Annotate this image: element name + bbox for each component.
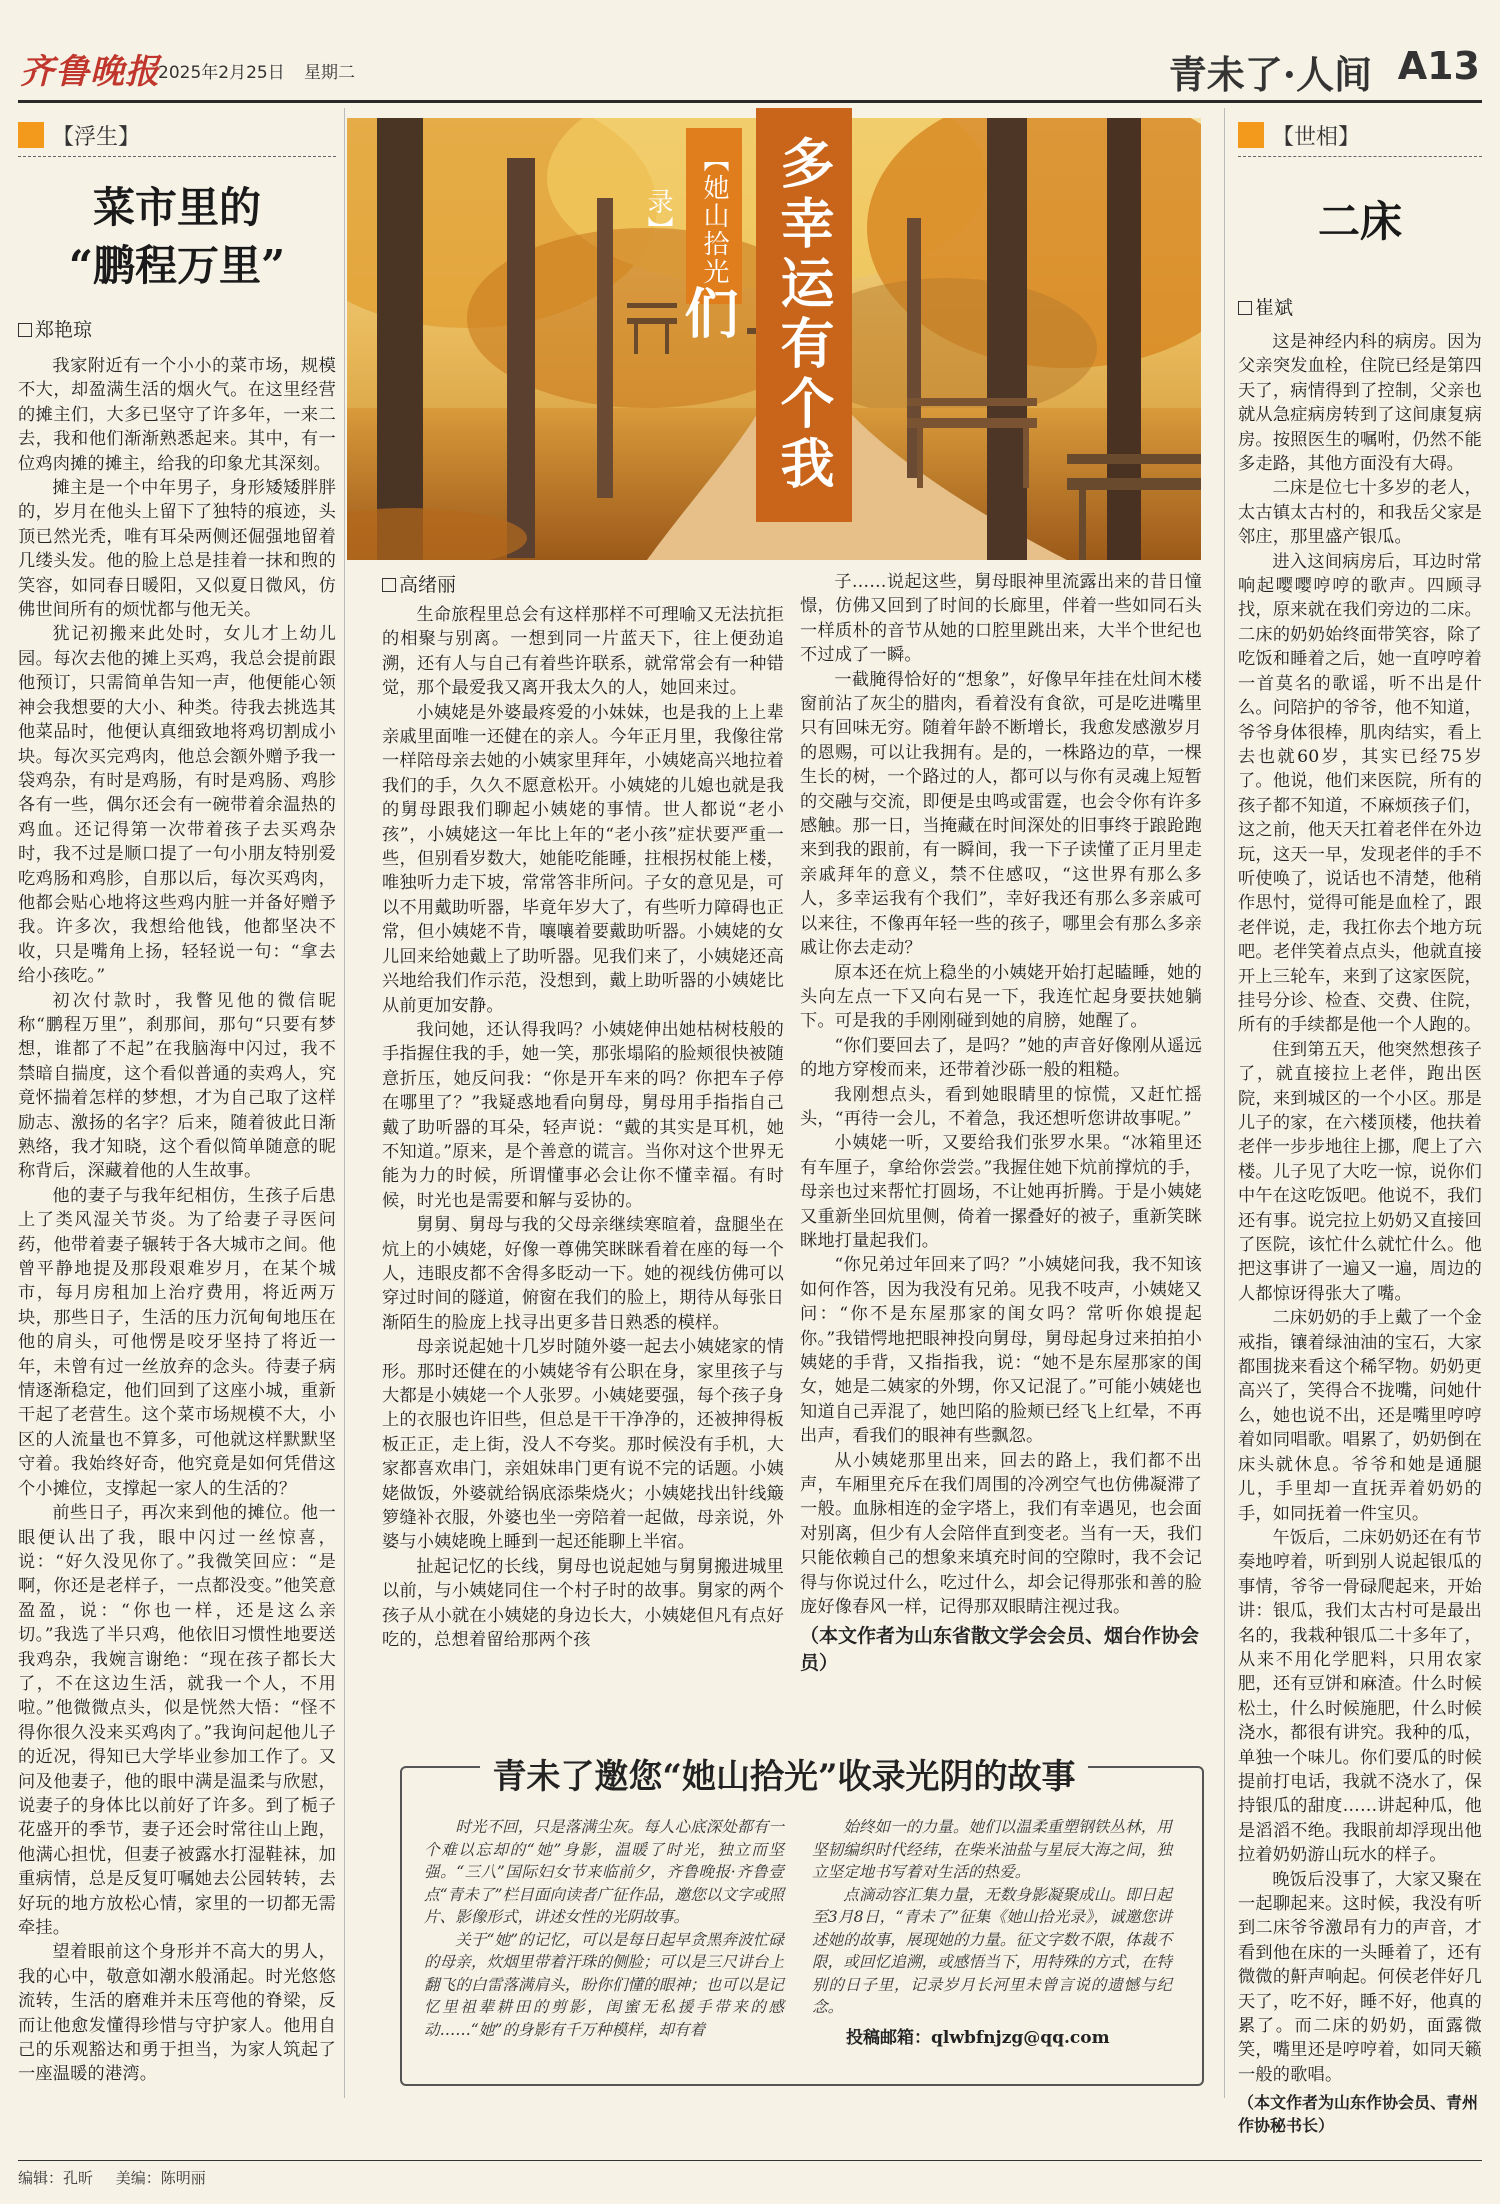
paragraph: 犹记初搬来此处时，女儿才上幼儿园。每次去他的摊上买鸡，我总会提前跟他预订，只需简单告知一声，他便能心领神会我想要的大小、种类。待我去挑选其他菜品时，他便认真细致地将鸡切割成小块。每次买完鸡肉，他总会额外赠予我一袋鸡杂，有时是鸡肠，有时是鸡肠、鸡胗各有一些，偶尔还会有一碗带着余温热的鸡血。还记得第一次带着孩子去买鸡杂时，我不过是顺口提了一句小朋友特别爱吃鸡肠和鸡胗，自那以后，每次买鸡肉，他都会贴心地将这些鸡内脏一并备好赠予我。许多次，我想给他钱，他都坚决不收，只是嘴角上扬，轻轻说一句：“拿去给小孩吃。”	[18, 624, 336, 987]
left-tag-label: 【浮生】	[52, 124, 141, 150]
column-divider	[1224, 108, 1225, 2098]
left-article-body	[18, 354, 336, 2087]
feature-body-col2	[800, 570, 1202, 1619]
left-column-tag	[18, 118, 336, 152]
right-column-tag	[1238, 118, 1482, 152]
editor-credit: 编辑：孔昕	[18, 2169, 94, 2187]
left-article-title	[18, 179, 336, 295]
newspaper-logo: 齐鲁晚报	[20, 52, 160, 92]
orange-square-icon	[1238, 122, 1264, 148]
paragraph: 初次付款时，我瞥见他的微信昵称“鹏程万里”，刹那间，那句“只要有梦想，谁都了不起”在我脑海中闪过，我不禁暗自揣度，这个看似普通的卖鸡人，究竟怀揣着怎样的梦想，才为自己取了这样励志、激扬的名字？后来，随着彼此日渐熟络，我才知晓，这个看似简单随意的昵称背后，深藏着他的人生故事。	[18, 990, 336, 1182]
feature-body-col1	[382, 603, 784, 1652]
left-byline	[18, 315, 336, 342]
box-icon	[18, 323, 32, 337]
feature-article-col2	[800, 570, 1202, 1677]
issue-date: 2025年2月25日	[158, 63, 285, 83]
page-number: A13	[1397, 44, 1480, 88]
paragraph: 摊主是一个中年男子，身形矮矮胖胖的，岁月在他头上留下了独特的痕迹，头顶已然光秃，唯有耳朵两侧还倔强地留着几缕头发。他的脸上总是挂着一抹和煦的笑容，如同春日暖阳，又似夏日微风，仿佛世间所有的烦忧都与他无关。	[18, 478, 336, 621]
divider	[18, 156, 336, 157]
paragraph: 母亲说起她十几岁时随外婆一起去小姨姥家的情形。那时还健在的小姨姥爷有公职在身，家里孩子与大都是小姨姥一个人张罗。小姨姥要强，每个孩子身上的衣服也许旧些，但总是干干净净的，还被抻得板板正正，走上街，没人不夸奖。那时候没有手机，大家都喜欢串门，亲姐妹串门更有说不完的话题。小姨姥做饭，外婆就给锅底添柴烧火；小姨姥找出针线簸箩缝补衣服，外婆也坐一旁陪着一起做，母亲说，外婆与小姨姥晚上睡到一起还能聊上半宿。	[382, 1337, 784, 1553]
right-tag-label: 【世相】	[1272, 124, 1361, 150]
left-article	[18, 118, 336, 2087]
paragraph: 午饭后，二床奶奶还在有节奏地哼着，听到别人说起银瓜的事情，爷爷一骨碌爬起来，开始讲：银瓜，我们太古村可是最出名的，我栽种银瓜二十多年了，从来不用化学肥料，只用农家肥，还有豆饼和麻渣。什么时候松土，什么时候施肥，什么时候浇水，都很有讲究。我种的瓜，单独一个味儿。你们要瓜的时候提前打电话，我就不浇水了，保持银瓜的甜度……讲起种瓜，他是滔滔不绝。我眼前却浮现出他拉着奶奶游山玩水的样子。	[1238, 1527, 1482, 1866]
feature-article-col1	[382, 570, 784, 1652]
invite-box	[400, 1766, 1204, 2086]
paragraph: 前些日子，再次来到他的摊位。他一眼便认出了我，眼中闪过一丝惊喜，说：“好久没见你了。”我微笑回应：“是啊，你还是老样子，一点都没变。”他笑意盈盈，说：“你也一样，还是这么亲切。”我选了半只鸡，他依旧习惯性地要送我鸡杂，我婉言谢绝：“现在孩子都长大了，不在这边生活，就我一个人，不用啦。”他微微点头，似是恍然大悟：“怪不得你很久没来买鸡肉了。”我询问起他儿子的近况，得知已大学毕业参加工作了。又问及他妻子，他的眼中满是温柔与欣慰，说妻子的身体比以前好了许多。到了栀子花盛开的季节，妻子还会时常往山上跑，他满心担忧，但妻子被露水打湿鞋袜，加重病情，总是反复叮嘱她去公园转转，去好玩的地方放松心情，家里的一切都无需牵挂。	[18, 1503, 336, 1938]
paragraph: 我家附近有一个小小的菜市场，规模不大，却盈满生活的烟火气。在这里经营的摊主们，大多已坚守了许多年，一来二去，我和他们渐渐熟悉起来。其中，有一位鸡肉摊的摊主，给我的印象尤其深刻。	[18, 356, 336, 474]
paragraph: 生命旅程里总会有这样那样不可理喻又无法抗拒的相聚与别离。一想到同一片蓝天下，往上便劲追溯，还有人与自己有着些许联系，就常常会有一种错觉，那个最爱我又离开我太久的人，她回来过。	[382, 605, 784, 699]
paragraph: 始终如一的力量。她们以温柔重塑钢铁丛林，用坚韧编织时代经纬，在柴米油盐与星辰大海之间，独立坚定地书写着对生活的热爱。	[812, 1818, 1172, 1881]
page-footer	[18, 2160, 1482, 2188]
issue-weekday: 星期二	[304, 63, 355, 83]
feature-author: 高绪丽	[399, 574, 457, 596]
paragraph: 住到第五天，他突然想孩子了，就直接拉上老伴，跑出医院，来到城区的一个小区。那是儿子的家，在六楼顶楼，他扶着老伴一步步地往上挪，爬上了六楼。儿子见了大吃一惊，说你们中午在这吃饭吧。他说不，我们还有事。说完拉上奶奶又直接回了医院，该忙什么就忙什么。他把这事讲了一遍又一遍，周边的人都惊讶得张大了嘴。	[1238, 1039, 1482, 1304]
right-article-body	[1238, 330, 1482, 2087]
divider	[1238, 156, 1482, 157]
feature-author-note: （本文作者为山东省散文学会会员、烟台作协会员）	[800, 1625, 1200, 1675]
right-byline	[1238, 293, 1482, 320]
feature-title: 多幸运有个我们	[756, 108, 852, 522]
right-article	[1238, 118, 1482, 2137]
paragraph: 二床奶奶的手上戴了一个金戒指，镶着绿油油的宝石，大家都围拢来看这个稀罕物。奶奶更高兴了，笑得合不拢嘴，问她什么，她也说不出，还是嘴里哼哼着如同唱歌。唱累了，奶奶倒在床头就休息。爷爷和她是通腿儿，手里却一直抚弄着奶奶的手，如同抚着一件宝贝。	[1238, 1308, 1482, 1524]
orange-square-icon	[18, 122, 44, 148]
right-author: 崔斌	[1255, 297, 1294, 319]
right-author-note: （本文作者为山东作协会员、青州作协秘书长）	[1238, 2093, 1479, 2136]
feature-column-tag: 【她山拾光录】	[686, 128, 742, 304]
paragraph: 晚饭后没事了，大家又聚在一起聊起来。这时候，我没有听到二床爷爷激昂有力的声音，才看到他在床的一头睡着了，还有微微的鼾声响起。何侯老伴好几天了，吃不好，睡不好，他真的累了。而二床的奶奶，面露微笑，嘴里还是哼哼着，如同天籁一般的歌唱。	[1238, 1869, 1482, 2085]
paragraph: 二床是位七十多岁的老人，太古镇太古村的，和我岳父家是邻庄，那里盛产银瓜。	[1238, 478, 1482, 548]
paragraph: 进入这间病房后，耳边时常响起嘤嘤哼哼的歌声。四顾寻找，原来就在我们旁边的二床。二床的奶奶始终面带笑容，除了吃饭和睡着之后，她一直哼哼着一首莫名的歌谣，听不出是什么。问陪护的爷爷，他不知道，爷爷身体很棒，肌肉结实，看上去也就60岁，其实已经75岁了。他说，他们来医院，所有的孩子都不知道，不麻烦孩子们，这之前，他天天扛着老伴在外边玩，这天一早，发现老伴的手不听使唤了，说话也不清楚，他稍作思忖，觉得可能是血栓了，跟老伴说，走，我扛你去个地方玩吧。老伴笑着点点头，他就直接开上三轮车，来到了这家医院，挂号分诊、检查、交费、住院，所有的手续都是他一个人跑的。	[1238, 551, 1482, 1036]
box-icon	[382, 578, 396, 592]
column-divider	[344, 108, 345, 2098]
submission-email: 投稿邮箱：qlwbfnjzg@qq.com	[846, 2027, 1110, 2048]
invite-col1	[424, 1816, 784, 2041]
paragraph: 点滴动容汇集力量，无数身影凝聚成山。即日起至3月8日，“青未了”征集《她山拾光录》，诚邀您讲述她的故事，展现她的力量。征文字数不限，体裁不限，或回忆追溯，或感悟当下，用特殊的方式，在特别的日子里，记录岁月长河里未曾言说的遗憾与纪念。	[812, 1885, 1172, 2016]
designer-credit: 美编：陈明丽	[115, 2169, 206, 2187]
paragraph: 一截腌得恰好的“想象”，好像早年挂在灶间木楼窗前沾了灰尘的腊肉，看着没有食欲，可是吃进嘴里只有回味无穷。随着年龄不断增长，我愈发感激岁月的恩赐，可以让我拥有。是的，一株路边的草，一棵生长的树，一个路过的人，都可以与你有灵魂上短暂的交融与交流，即便是虫鸣或雷霆，也会令你有许多感触。那一日，当掩藏在时间深处的旧事终于踉跄跑来到我的跟前，有一瞬间，我一下子读懂了正月里走亲戚拜年的意义，禁不住感叹，“这世界有那么多人，多幸运我有个我们”，幸好我还有那么多亲戚可以来往，不像再年轻一些的孩子，哪里会有那么多亲戚让你去走动？	[800, 669, 1202, 959]
paragraph: “你们要回去了，是吗？”她的声音好像刚从遥远的地方穿梭而来，还带着沙砾一般的粗糙。	[800, 1035, 1202, 1081]
paragraph: 这是神经内科的病房。因为父亲突发血栓，住院已经是第四天了，病情得到了控制，父亲也就从急症病房转到了这间康复病房。按照医生的嘱咐，仍然不能多走路，其他方面没有大碍。	[1238, 332, 1482, 475]
section-title: 青未了·人间	[1168, 52, 1372, 97]
masthead	[18, 40, 1482, 103]
paragraph: 关于“她”的记忆，可以是每日起早贪黑奔波忙碌的母亲，炊烟里带着汗珠的侧脸；可以是三尺讲台上翻飞的白雷落满肩头，盼你们懂的眼神；也可以是记忆里祖辈耕田的剪影，闺蜜无私援手带来的感动……“她”的身影有千万种模样，却有着	[424, 1930, 784, 2039]
paragraph: 小姨姥一听，又要给我们张罗水果。“冰箱里还有车厘子，拿给你尝尝。”我握住她下炕前撑炕的手，母亲也过来帮忙打圆场，不让她再折腾。于是小姨姥又重新坐回炕里侧，倚着一摞叠好的被子，重新笑眯眯地打量起我们。	[800, 1133, 1202, 1251]
feature-byline	[382, 570, 784, 597]
paragraph: “你兄弟过年回来了吗？”小姨姥问我，我不知该如何作答，因为我没有兄弟。见我不吱声，小姨姥又问：“你不是东屋那家的闺女吗？常听你娘提起你。”我错愕地把眼神投向舅母，舅母起身过来拍拍小姨姥的手背，又指指我，说：“她不是东屋那家的闺女，她是二姨家的外甥，你又记混了。”可能小姨姥也知道自己弄混了，她凹陷的脸颊已经飞上红晕，不再出声，看我们的眼神有些飘忽。	[800, 1255, 1202, 1447]
invite-title: 青未了邀您“她山拾光”收录光阴的故事	[480, 1754, 1088, 1800]
invite-col2-body	[812, 1816, 1172, 2019]
paragraph: 他的妻子与我年纪相仿，生孩子后患上了类风湿关节炎。为了给妻子寻医问药，他带着妻子辗转于各大城市之间。他曾平静地提及那段艰难岁月，在某个城市，每月房租加上治疗费用，将近两万块，那些日子，生活的压力沉甸甸地压在他的肩头，可他愣是咬牙坚持了将近一年，未曾有过一丝放弃的念头。待妻子病情逐渐稳定，他们回到了这座小城，重新干起了老营生。这个菜市场规模不大，小区的人流量也不算多，可他就这样默默坚守着。我始终好奇，他究竟是如何凭借这个小摊位，支撑起一家人的生活的？	[18, 1185, 336, 1499]
paragraph: 时光不回，只是落满尘灰。每人心底深处都有一个难以忘却的“她”身影，温暖了时光，独立而坚强。“三八”国际妇女节来临前夕，齐鲁晚报·齐鲁壹点“青未了”栏目面向读者广征作品，邀您以文字或照片、影像形式，讲述女性的光阴故事。	[424, 1818, 784, 1926]
right-article-title: 二床	[1317, 197, 1402, 246]
paragraph: 我刚想点头，看到她眼睛里的惊慌，又赶忙摇头，“再待一会儿，不着急，我还想听您讲故事呢。”	[800, 1084, 1202, 1129]
paragraph: 扯起记忆的长线，舅母也说起她与舅舅搬进城里以前，与小姨姥同住一个村子时的故事。舅家的两个孩子从小就在小姨姥的身边长大，小姨姥但凡有点好吃的，总想着留给那两个孩	[382, 1556, 784, 1651]
paragraph: 舅舅、舅母与我的父母亲继续寒暄着，盘腿坐在炕上的小姨姥，好像一尊佛笑眯眯看着在座的每一个人，违眼皮都不舍得多眨动一下。她的视线仿佛可以穿过时间的隧道，俯窗在我们的脸上，期待从每张日渐陌生的脸庞上找寻出更多昔日熟悉的模样。	[382, 1215, 784, 1333]
paragraph: 小姨姥是外婆最疼爱的小妹妹，也是我的上上辈亲戚里面唯一还健在的亲人。今年正月里，我像往常一样陪母亲去她的小姨家里拜年，小姨姥高兴地拉着我们的手，久久不愿意松开。小姨姥的儿媳也就是我的舅母跟我们聊起小姨姥的事情。世人都说“老小孩”，小姨姥这一年比上年的“老小孩”症状要严重一些，但别看岁数大，她能吃能睡，拄根拐杖能上楼，唯独听力走下坡，常常答非所问。子女的意见是，可以不用戴助听器，毕竟年岁大了，有些听力障碍也正常，但小姨姥不肯，嚷嚷着要戴助听器。小姨姥的女儿回来给她戴上了助听器。见我们来了，小姨姥还高兴地给我们作示范，没想到，戴上助听器的小姨姥比从前更加安静。	[382, 702, 784, 1016]
paragraph: 从小姨姥那里出来，回去的路上，我们都不出声，车厢里充斥在我们周围的冷冽空气也仿佛凝滞了一般。血脉相连的金字塔上，我们有幸遇见，也会面对别离，但少有人会陪伴直到变老。当有一天，我们只能依赖自己的想象来填充时间的空隙时，我不会记得与你说过什么，吃过什么，却会记得那张和善的脸庞好像春风一样，记得那双眼睛注视过我。	[800, 1450, 1202, 1618]
left-title-line1: 菜市里的	[92, 183, 261, 232]
paragraph: 子……说起这些，舅母眼神里流露出来的昔日憧憬，仿佛又回到了时间的长廊里，伴着一些如同石头一样质朴的音节从她的口腔里跳出来，大半个世纪也不过成了一瞬。	[800, 572, 1202, 666]
left-title-line2: “鹏程万里”	[68, 241, 286, 290]
invite-col2	[812, 1816, 1172, 2048]
box-icon	[1238, 301, 1252, 315]
paragraph: 望着眼前这个身形并不高大的男人，我的心中，敬意如潮水般涌起。时光悠悠流转，生活的磨难并未压弯他的脊梁，反而让他愈发懂得珍惜与守护家人。他用自己的乐观豁达和勇于担当，为家人筑起了一座温暖的港湾。	[18, 1942, 336, 2085]
left-author: 郑艳琼	[35, 319, 93, 341]
paragraph: 原本还在炕上稳坐的小姨姥开始打起瞌睡，她的头向左点一下又向右晃一下，我连忙起身要扶她躺下。可是我的手刚刚碰到她的肩膀，她醒了。	[800, 962, 1202, 1032]
paragraph: 我问她，还认得我吗？小姨姥伸出她枯树枝般的手指握住我的手，她一笑，那张塌陷的脸颊很快被随意折压，她反问我：“你是开车来的吗？你把车子停在哪里了？”我疑惑地看向舅母，舅母用手指指自己戴了助听器的耳朵，轻声说：“戴的其实是耳机，她不知道。”原来，是个善意的谎言。当你对这个世界无能为力的时候，所谓懂事必会让你不懂幸福。有时候，时光也是需要和解与妥协的。	[382, 1019, 784, 1211]
